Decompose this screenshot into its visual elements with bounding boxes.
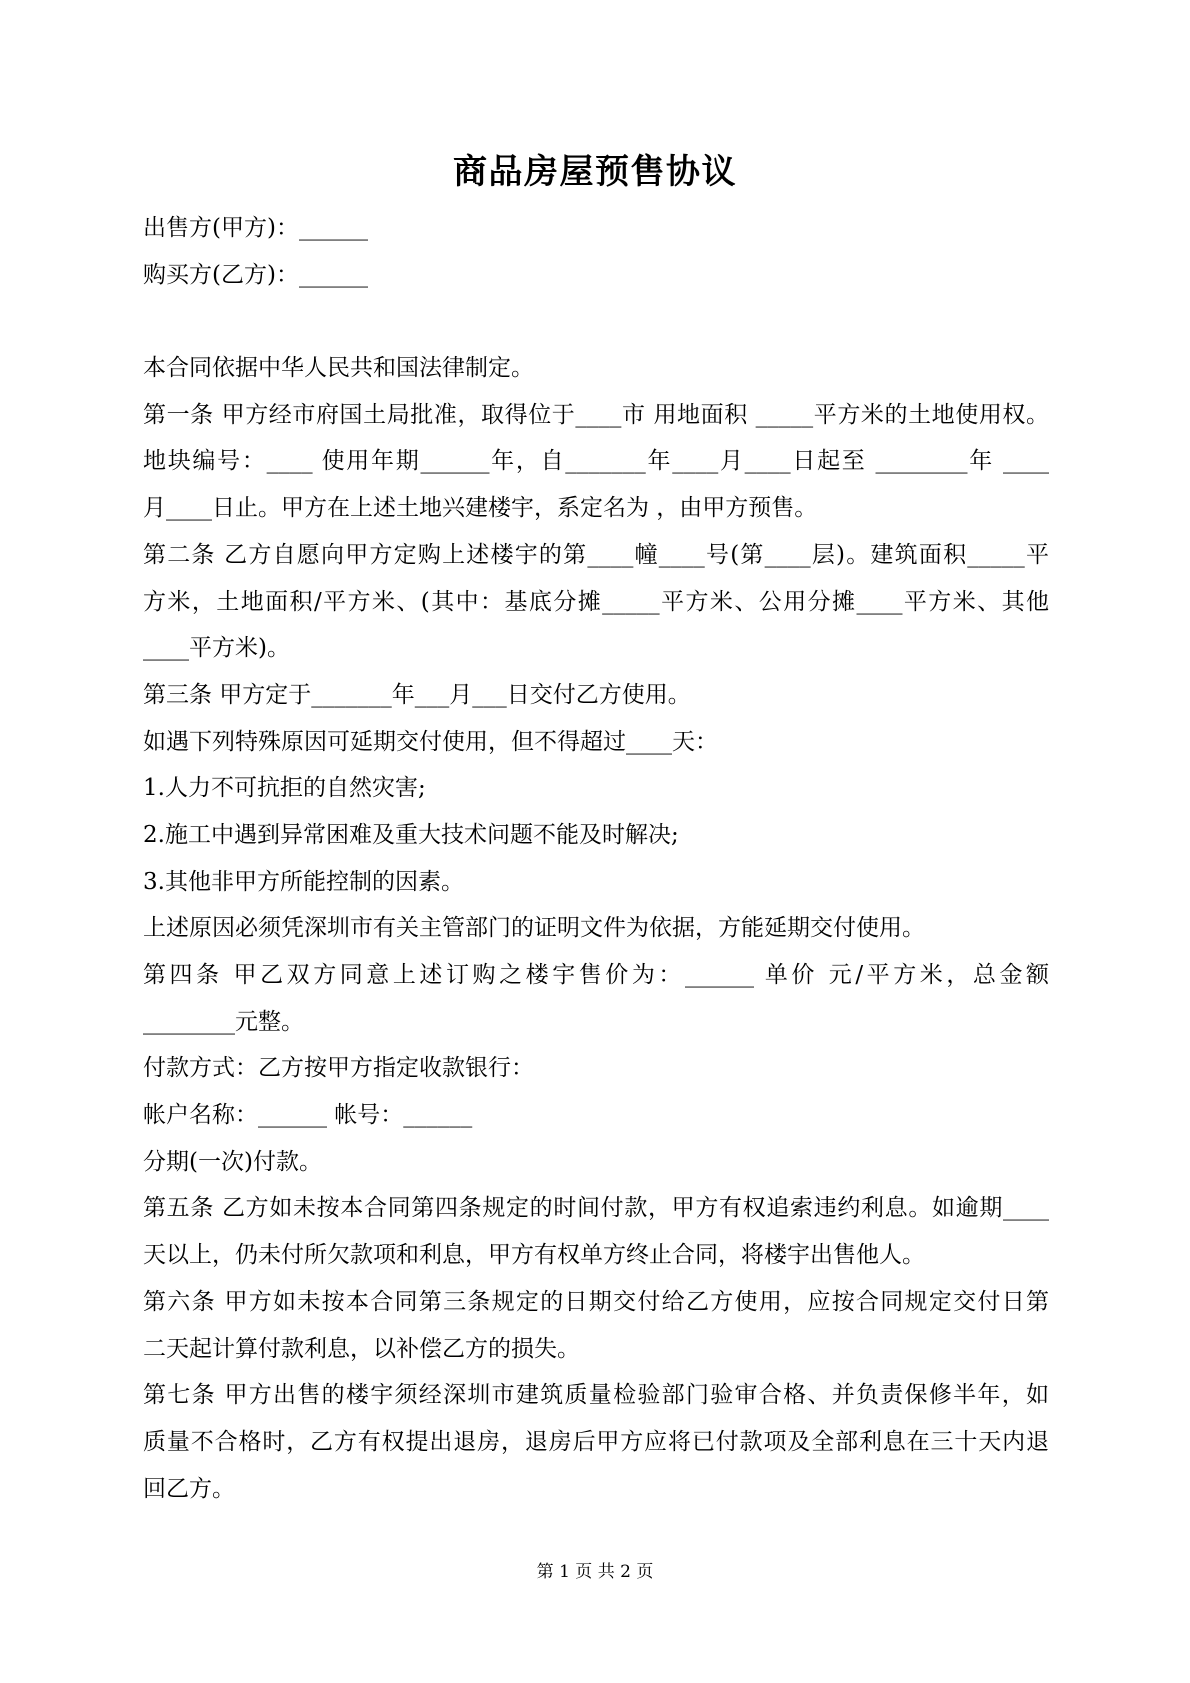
article-2-line: 第二条 乙方自愿向甲方定购上述楼宇的第____幢____号(第____层)。建筑面积_____平: [143, 541, 1049, 568]
article-5-line: 天以上，仍未付所欠款项和利息，甲方有权单方终止合同，将楼宇出售他人。: [143, 1242, 925, 1269]
payment-account: 帐户名称：______ 帐号：______: [143, 1102, 473, 1129]
document-body: [143, 205, 1049, 1512]
article-1-line: 地块编号：____ 使用年期______年，自_______年____月____日起至 ________年 ____: [143, 448, 1049, 475]
article-1-line: 第一条 甲方经市府国土局批准，取得位于____市 用地面积 _____平方米的土地使用权。: [143, 401, 1049, 428]
article-7-line: 质量不合格时，乙方有权提出退房，退房后甲方应将已付款项及全部利息在三十天内退: [143, 1428, 1049, 1455]
article-2-line: ____平方米)。: [143, 635, 290, 662]
delay-clause-item: 2.施工中遇到异常困难及重大技术问题不能及时解决;: [143, 821, 679, 848]
article-7-line: 第七条 甲方出售的楼宇须经深圳市建筑质量检验部门验审合格、并负责保修半年，如: [143, 1382, 1049, 1409]
article-7-line: 回乙方。: [143, 1475, 235, 1502]
article-4-line: 第四条 甲乙双方同意上述订购之楼宇售价为：______ 单价 元/平方米，总金额: [143, 962, 1049, 988]
preamble: 本合同依据中华人民共和国法律制定。: [143, 355, 534, 382]
delay-clause-note: 上述原因必须凭深圳市有关主管部门的证明文件为依据，方能延期交付使用。: [143, 915, 925, 942]
delay-clause-item: 1.人力不可抗拒的自然灾害;: [143, 775, 426, 802]
buyer-line: 购买方(乙方)：______: [143, 261, 368, 288]
article-6-line: 第六条 甲方如未按本合同第三条规定的日期交付给乙方使用，应按合同规定交付日第: [143, 1288, 1049, 1315]
article-3: 第三条 甲方定于_______年___月___日交付乙方使用。: [143, 681, 691, 708]
page-footer: 第 1 页 共 2 页: [536, 1562, 654, 1582]
document-title: 商品房屋预售协议: [453, 152, 737, 192]
delay-clause-intro: 如遇下列特殊原因可延期交付使用，但不得超过____天：: [143, 728, 718, 755]
article-4-line: ________元整。: [143, 1008, 304, 1035]
article-6-line: 二天起计算付款利息，以补偿乙方的损失。: [143, 1335, 580, 1362]
seller-line: 出售方(甲方)：______: [143, 215, 368, 241]
article-2-line: 方米，土地面积/平方米、(其中：基底分摊_____平方米、公用分摊____平方米、其他: [143, 588, 1049, 615]
blank-line: [143, 298, 1049, 345]
article-5-line: 第五条 乙方如未按本合同第四条规定的时间付款，甲方有权追索违约利息。如逾期____: [143, 1195, 1049, 1222]
payment-method: 付款方式：乙方按甲方指定收款银行：: [143, 1055, 534, 1082]
delay-clause-item: 3.其他非甲方所能控制的因素。: [143, 868, 464, 895]
payment-installment: 分期(一次)付款。: [143, 1148, 322, 1175]
article-1-line: 月____日止。甲方在上述土地兴建楼宇，系定名为 ，由甲方预售。: [143, 495, 818, 522]
